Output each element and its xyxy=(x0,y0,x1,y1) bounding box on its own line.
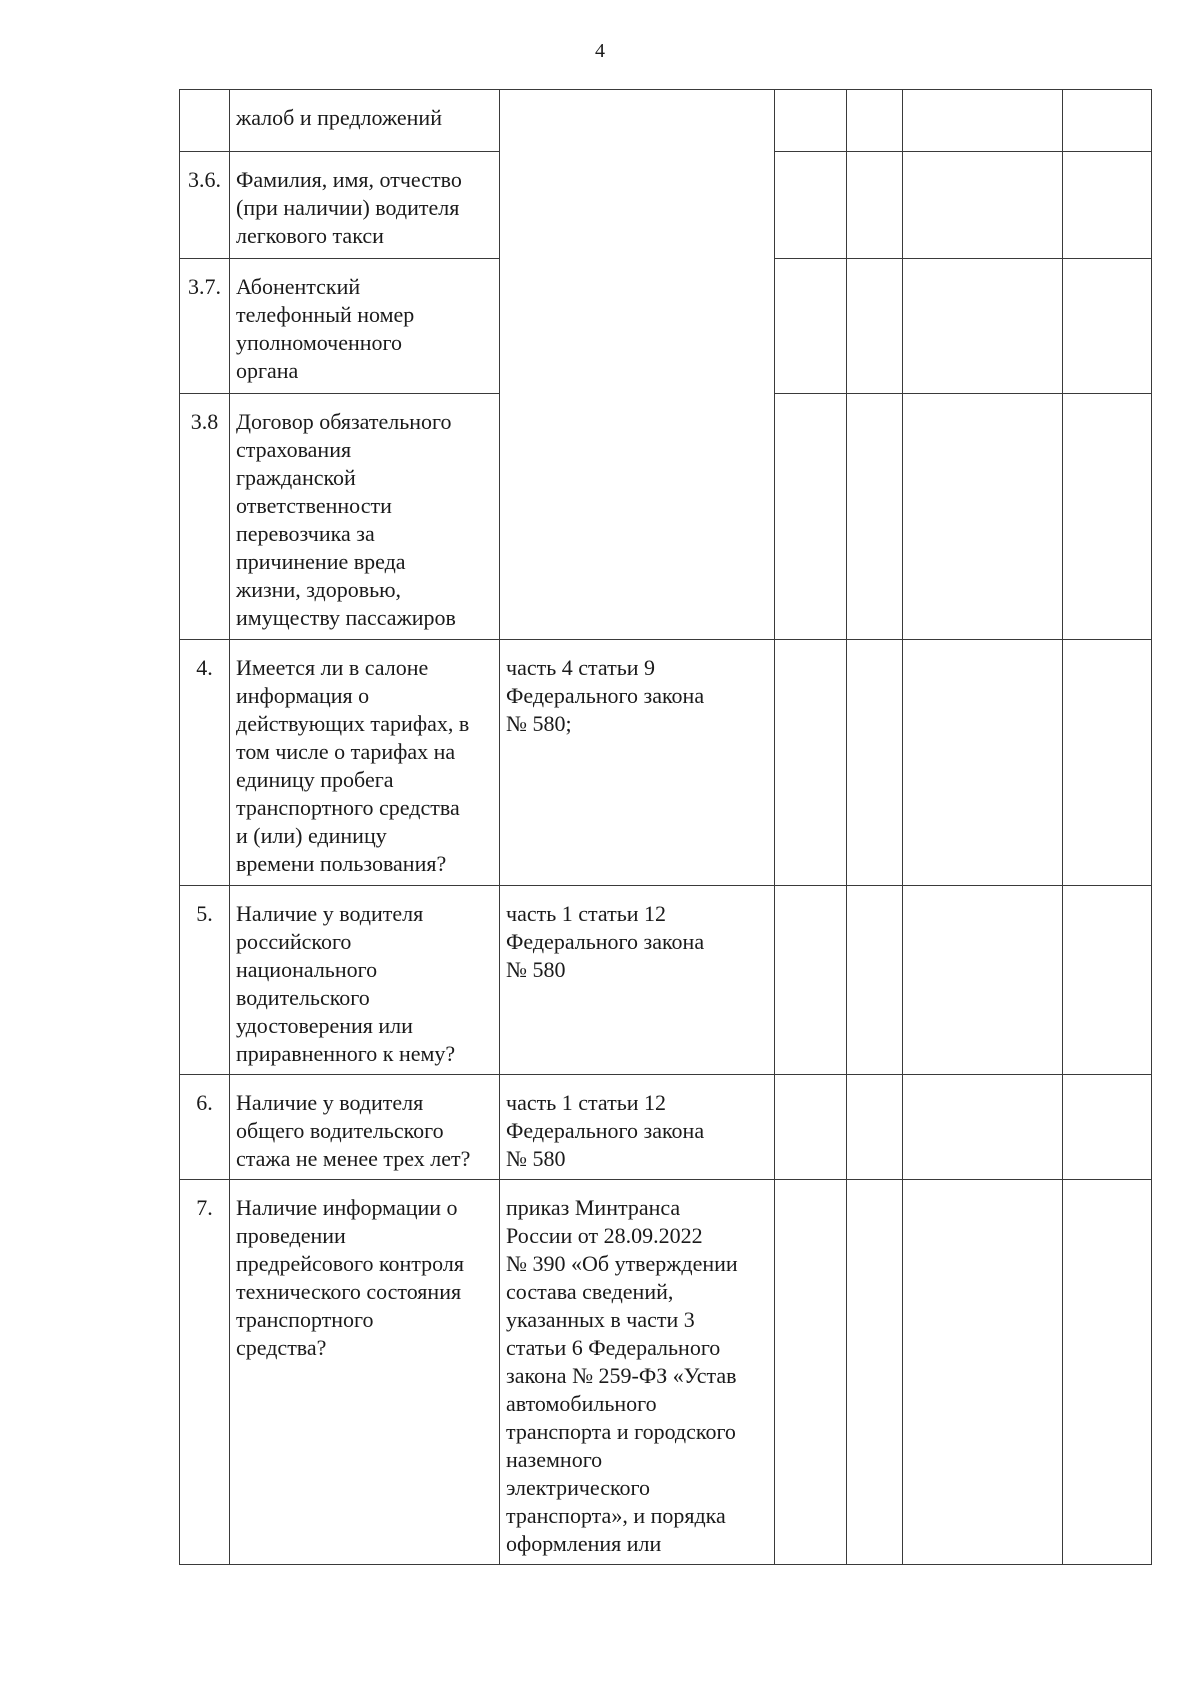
cell-text-line: Федерального закона xyxy=(506,1118,705,1143)
cell-text-line: № 390 «Об утверждении xyxy=(506,1251,738,1276)
answer-not-applicable-cell xyxy=(903,640,1063,886)
cell-text-line: наземного xyxy=(506,1447,603,1472)
question-cell xyxy=(230,259,500,394)
basis-cell xyxy=(500,886,775,1075)
note-cell xyxy=(1063,886,1152,1075)
cell-text-line: общего водительского xyxy=(236,1118,444,1143)
table-row xyxy=(180,1075,1152,1180)
answer-not-applicable-cell xyxy=(903,259,1063,394)
cell-text-line: жалоб и предложений xyxy=(236,105,442,130)
cell-text-line: (при наличии) водителя xyxy=(236,195,460,220)
cell-text-line: Имеется ли в салоне xyxy=(236,655,429,680)
row-number-cell xyxy=(180,90,230,152)
cell-text-line: предрейсового контроля xyxy=(236,1251,464,1276)
cell-text-line: Федерального закона xyxy=(506,683,705,708)
cell-text-line: оформления или xyxy=(506,1531,662,1556)
row-number-cell: 3.6. xyxy=(180,152,230,259)
row-number-cell: 4. xyxy=(180,640,230,886)
cell-text-line: Фамилия, имя, отчество xyxy=(236,167,462,192)
answer-yes-cell xyxy=(775,640,847,886)
answer-no-cell xyxy=(847,886,903,1075)
cell-text-line: имуществу пассажиров xyxy=(236,605,456,630)
note-cell xyxy=(1063,394,1152,640)
answer-no-cell xyxy=(847,394,903,640)
cell-text-line: технического состояния xyxy=(236,1279,462,1304)
cell-text-line: часть 4 статьи 9 xyxy=(506,655,656,680)
cell-text-line: Наличие у водителя xyxy=(236,901,424,926)
answer-yes-cell xyxy=(775,90,847,152)
cell-text-line: Наличие у водителя xyxy=(236,1090,424,1115)
row-number-cell: 7. xyxy=(180,1180,230,1565)
question-cell xyxy=(230,90,500,152)
note-cell xyxy=(1063,152,1152,259)
answer-yes-cell xyxy=(775,152,847,259)
cell-text-line: страхования xyxy=(236,437,352,462)
cell-text-line: статьи 6 Федерального xyxy=(506,1335,721,1360)
table-row xyxy=(180,640,1152,886)
basis-cell xyxy=(500,640,775,886)
cell-text-line: и (или) единицу xyxy=(236,823,387,848)
answer-not-applicable-cell xyxy=(903,90,1063,152)
cell-text-line: Абонентский xyxy=(236,274,361,299)
cell-text-line: средства? xyxy=(236,1335,327,1360)
cell-text-line: приравненного к нему? xyxy=(236,1041,456,1066)
cell-text-line: транспорта и городского xyxy=(506,1419,736,1444)
cell-text-line: водительского xyxy=(236,985,370,1010)
answer-yes-cell xyxy=(775,1180,847,1565)
cell-text-line: транспорта», и порядка xyxy=(506,1503,726,1528)
row-number-cell: 5. xyxy=(180,886,230,1075)
row-number-cell: 3.7. xyxy=(180,259,230,394)
cell-text-line: состава сведений, xyxy=(506,1279,674,1304)
table-row xyxy=(180,886,1152,1075)
cell-text-line: Договор обязательного xyxy=(236,409,452,434)
cell-text-line: № 580 xyxy=(506,1146,566,1171)
cell-text-line: Федерального закона xyxy=(506,929,705,954)
basis-cell xyxy=(500,90,775,640)
basis-cell xyxy=(500,1180,775,1565)
row-number-cell: 3.8 xyxy=(180,394,230,640)
cell-text-line: проведении xyxy=(236,1223,346,1248)
cell-text-line: жизни, здоровью, xyxy=(236,577,402,602)
cell-text-line: России от 28.09.2022 xyxy=(506,1223,703,1248)
answer-yes-cell xyxy=(775,886,847,1075)
answer-yes-cell xyxy=(775,259,847,394)
note-cell xyxy=(1063,259,1152,394)
answer-not-applicable-cell xyxy=(903,886,1063,1075)
cell-text-line: закона № 259-ФЗ «Устав xyxy=(506,1363,737,1388)
answer-not-applicable-cell xyxy=(903,394,1063,640)
basis-cell xyxy=(500,1075,775,1180)
cell-text-line: единицу пробега xyxy=(236,767,394,792)
page-number: 4 xyxy=(595,40,605,62)
question-cell xyxy=(230,1075,500,1180)
answer-no-cell xyxy=(847,152,903,259)
cell-text-line: транспортного xyxy=(236,1307,374,1332)
cell-text-line: транспортного средства xyxy=(236,795,460,820)
cell-text-line: информация о xyxy=(236,683,370,708)
cell-text-line: электрического xyxy=(506,1475,651,1500)
answer-yes-cell xyxy=(775,394,847,640)
answer-not-applicable-cell xyxy=(903,1075,1063,1180)
question-cell xyxy=(230,886,500,1075)
question-cell xyxy=(230,640,500,886)
note-cell xyxy=(1063,1075,1152,1180)
answer-no-cell xyxy=(847,259,903,394)
cell-text-line: гражданской xyxy=(236,465,356,490)
cell-text-line: ответственности xyxy=(236,493,392,518)
cell-text-line: приказ Минтранса xyxy=(506,1195,681,1220)
cell-text-line: перевозчика за xyxy=(236,521,375,546)
note-cell xyxy=(1063,90,1152,152)
answer-no-cell xyxy=(847,640,903,886)
table-row xyxy=(180,1180,1152,1565)
cell-text-line: легкового такси xyxy=(236,223,384,248)
cell-text-line: № 580; xyxy=(506,711,572,736)
checklist-table xyxy=(179,89,1152,1565)
cell-text-line: уполномоченного xyxy=(236,330,403,355)
cell-text-line: том числе о тарифах на xyxy=(236,739,456,764)
cell-text-line: стажа не менее трех лет? xyxy=(236,1146,471,1171)
cell-text-line: часть 1 статьи 12 xyxy=(506,901,667,926)
cell-text-line: органа xyxy=(236,358,299,383)
question-cell xyxy=(230,1180,500,1565)
answer-no-cell xyxy=(847,1180,903,1565)
table-row xyxy=(180,90,1152,152)
cell-text-line: часть 1 статьи 12 xyxy=(506,1090,667,1115)
answer-yes-cell xyxy=(775,1075,847,1180)
answer-not-applicable-cell xyxy=(903,1180,1063,1565)
cell-text-line: национального xyxy=(236,957,378,982)
note-cell xyxy=(1063,640,1152,886)
question-cell xyxy=(230,152,500,259)
cell-text-line: автомобильного xyxy=(506,1391,657,1416)
answer-not-applicable-cell xyxy=(903,152,1063,259)
answer-no-cell xyxy=(847,90,903,152)
cell-text-line: времени пользования? xyxy=(236,851,447,876)
cell-text-line: № 580 xyxy=(506,957,566,982)
question-cell xyxy=(230,394,500,640)
cell-text-line: удостоверения или xyxy=(236,1013,413,1038)
row-number-cell: 6. xyxy=(180,1075,230,1180)
answer-no-cell xyxy=(847,1075,903,1180)
cell-text-line: телефонный номер xyxy=(236,302,415,327)
cell-text-line: указанных в части 3 xyxy=(506,1307,695,1332)
note-cell xyxy=(1063,1180,1152,1565)
cell-text-line: действующих тарифах, в xyxy=(236,711,470,736)
cell-text-line: российского xyxy=(236,929,352,954)
cell-text-line: причинение вреда xyxy=(236,549,406,574)
cell-text-line: Наличие информации о xyxy=(236,1195,458,1220)
